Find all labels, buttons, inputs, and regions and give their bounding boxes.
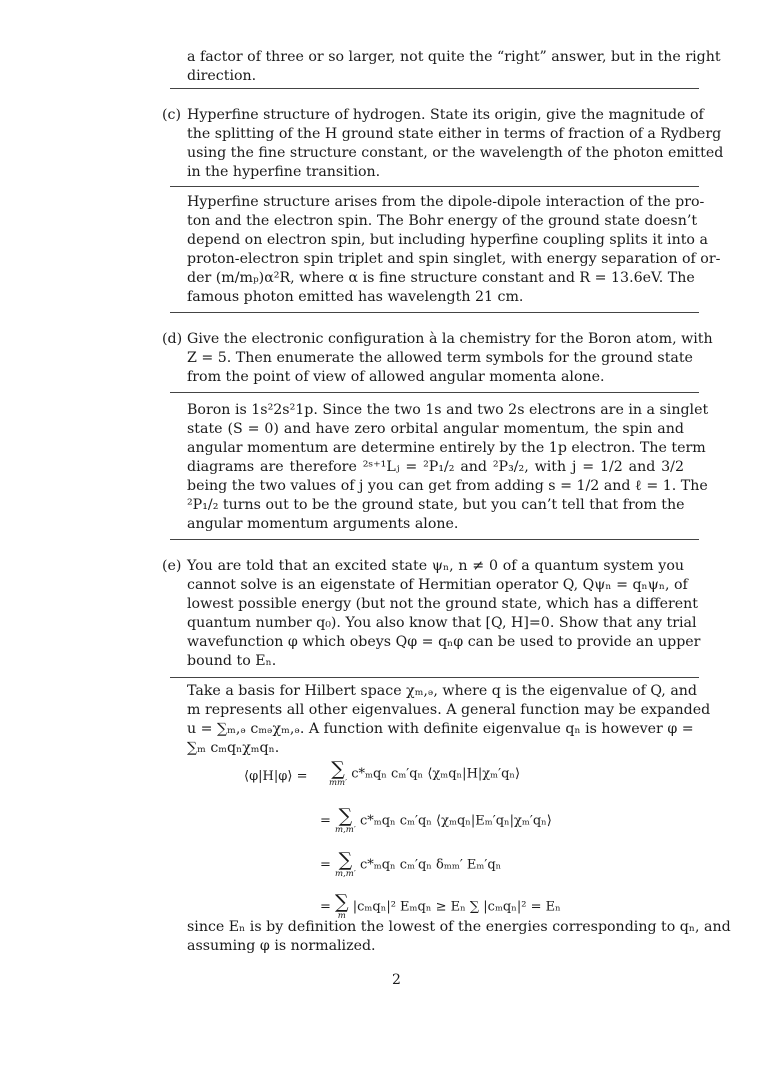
answer-divider [170,677,699,678]
text-line: a factor of three or so larger, not quite the “right” answer, but in the right [187,49,721,65]
question-d [187,330,713,387]
text-line: Take a basis for Hilbert space χₘ,ₔ, where q is the eigenvalue of Q, and [187,683,697,699]
text-line: assuming φ is normalized. [187,938,376,954]
sum-symbol: ∑ m [335,891,349,921]
text-line: famous photon emitted has wavelength 21 cm. [187,289,524,305]
text-line: using the fine structure constant, or the wavelength of the photon emitted [187,145,724,161]
sum-limit: mm′ [329,778,348,788]
text-line: Boron is 1s²2s²1p. Since the two 1s and two 2s electrons are in a singlet [187,402,709,418]
closing-paragraph [187,918,731,956]
intro-paragraph [187,48,721,86]
section-divider [170,539,699,540]
equation-line-4: = ∑ m |cₘqₙ|² Eₘqₙ ≥ Eₙ ∑ |cₘqₙ|² = Eₙ [320,891,561,921]
question-e [187,557,701,671]
sum-symbol: ∑ m,m′ [335,849,356,879]
text-line: Hyperfine structure arises from the dipole-dipole interaction of the pro- [187,194,705,210]
text-line: bound to Eₙ. [187,653,277,669]
text-line: direction. [187,68,257,84]
answer-c [187,193,721,307]
text-line: lowest possible energy (but not the ground state, which has a different [187,596,698,612]
text-line: being the two values of j you can get from adding s = 1/2 and ℓ = 1. The [187,478,708,494]
equation-term: c*ₘqₙ cₘ′qₙ δₘₘ′ Eₘ′qₙ [359,857,502,873]
answer-divider [170,186,699,187]
text-line: Hyperfine structure of hydrogen. State its origin, give the magnitude of [187,107,704,123]
text-line: wavefunction φ which obeys Qφ = qₙφ can be used to provide an upper [187,634,701,650]
equation-term: |cₘqₙ|² Eₘqₙ ≥ Eₙ ∑ |cₘqₙ|² = Eₙ [352,899,561,915]
text-line: proton-electron spin triplet and spin singlet, with energy separation of or- [187,251,721,267]
sum-limit: m,m′ [335,825,356,835]
equation-term: c*ₘqₙ cₘ′qₙ ⟨χₘqₙ|Eₘ′qₙ|χₘ′qₙ⟩ [359,813,552,829]
section-divider [170,312,699,313]
answer-d [187,401,709,534]
text-line: depend on electron spin, but including hyperfine coupling splits it into a [187,232,708,248]
question-c-label: (c) [162,107,182,123]
sum-limit: m,m′ [335,869,356,879]
answer-e [187,682,711,758]
question-d-label: (d) [162,331,183,347]
text-line: You are told that an excited state ψₙ, n ≠ 0 of a quantum system you [187,558,684,574]
sum-symbol: ∑ mm′ [329,758,348,788]
text-line: in the hyperfine transition. [187,164,381,180]
equation-lhs: ⟨φ|H|φ⟩ = [244,769,308,784]
question-c [187,106,724,182]
text-line: Give the electronic configuration à la chemistry for the Boron atom, with [187,331,713,347]
text-line: Z = 5. Then enumerate the allowed term symbols for the ground state [187,350,693,366]
text-line: m represents all other eigenvalues. A general function may be expanded [187,702,711,718]
text-line: from the point of view of allowed angular momenta alone. [187,369,605,385]
sum-symbol: ∑ m,m′ [335,805,356,835]
text-line: quantum number q₀). You also know that [Q, H]=0. Show that any trial [187,615,697,631]
text-line: angular momentum are determine entirely by the 1p electron. The term [187,440,706,456]
text-line: cannot solve is an eigenstate of Hermitian operator Q, Qψₙ = qₙψₙ, of [187,577,688,593]
answer-divider [170,392,699,393]
equation-term: c*ₘqₙ cₘ′qₙ ⟨χₘqₙ|H|χₘ′qₙ⟩ [351,766,521,782]
text-line: since Eₙ is by definition the lowest of the energies corresponding to qₙ, and [187,919,731,935]
page-number: 2 [392,972,401,988]
text-line: der (m/mₚ)α²R, where α is fine structure constant and R = 13.6eV. The [187,270,695,286]
text-line: state (S = 0) and have zero orbital angular momentum, the spin and [187,421,684,437]
text-line: angular momentum arguments alone. [187,516,459,532]
sum-limit: m [337,911,346,921]
section-divider [170,88,699,89]
equation-line-3: = ∑ m,m′ c*ₘqₙ cₘ′qₙ δₘₘ′ Eₘ′qₙ [320,849,502,879]
text-line: diagrams are therefore ²ˢ⁺¹Lⱼ = ²P₁/₂ and ²P₃/₂, with j = 1/2 and 3/2 [187,459,684,475]
text-line: u = ∑ₘ,ₔ cₘₔχₘ,ₔ. A function with definite eigenvalue qₙ is however φ = [187,721,694,737]
text-line: ton and the electron spin. The Bohr energy of the ground state doesn’t [187,213,698,229]
equation-line-1 [329,760,520,788]
text-line: the splitting of the H ground state either in terms of fraction of a Rydberg [187,126,722,142]
text-line: ∑ₘ cₘqₙχₘqₙ. [187,740,280,756]
equation-line-2: = ∑ m,m′ c*ₘqₙ cₘ′qₙ ⟨χₘqₙ|Eₘ′qₙ|χₘ′qₙ⟩ [320,805,552,835]
text-line: ²P₁/₂ turns out to be the ground state, but you can’t tell that from the [187,497,685,513]
question-e-label: (e) [162,558,182,574]
